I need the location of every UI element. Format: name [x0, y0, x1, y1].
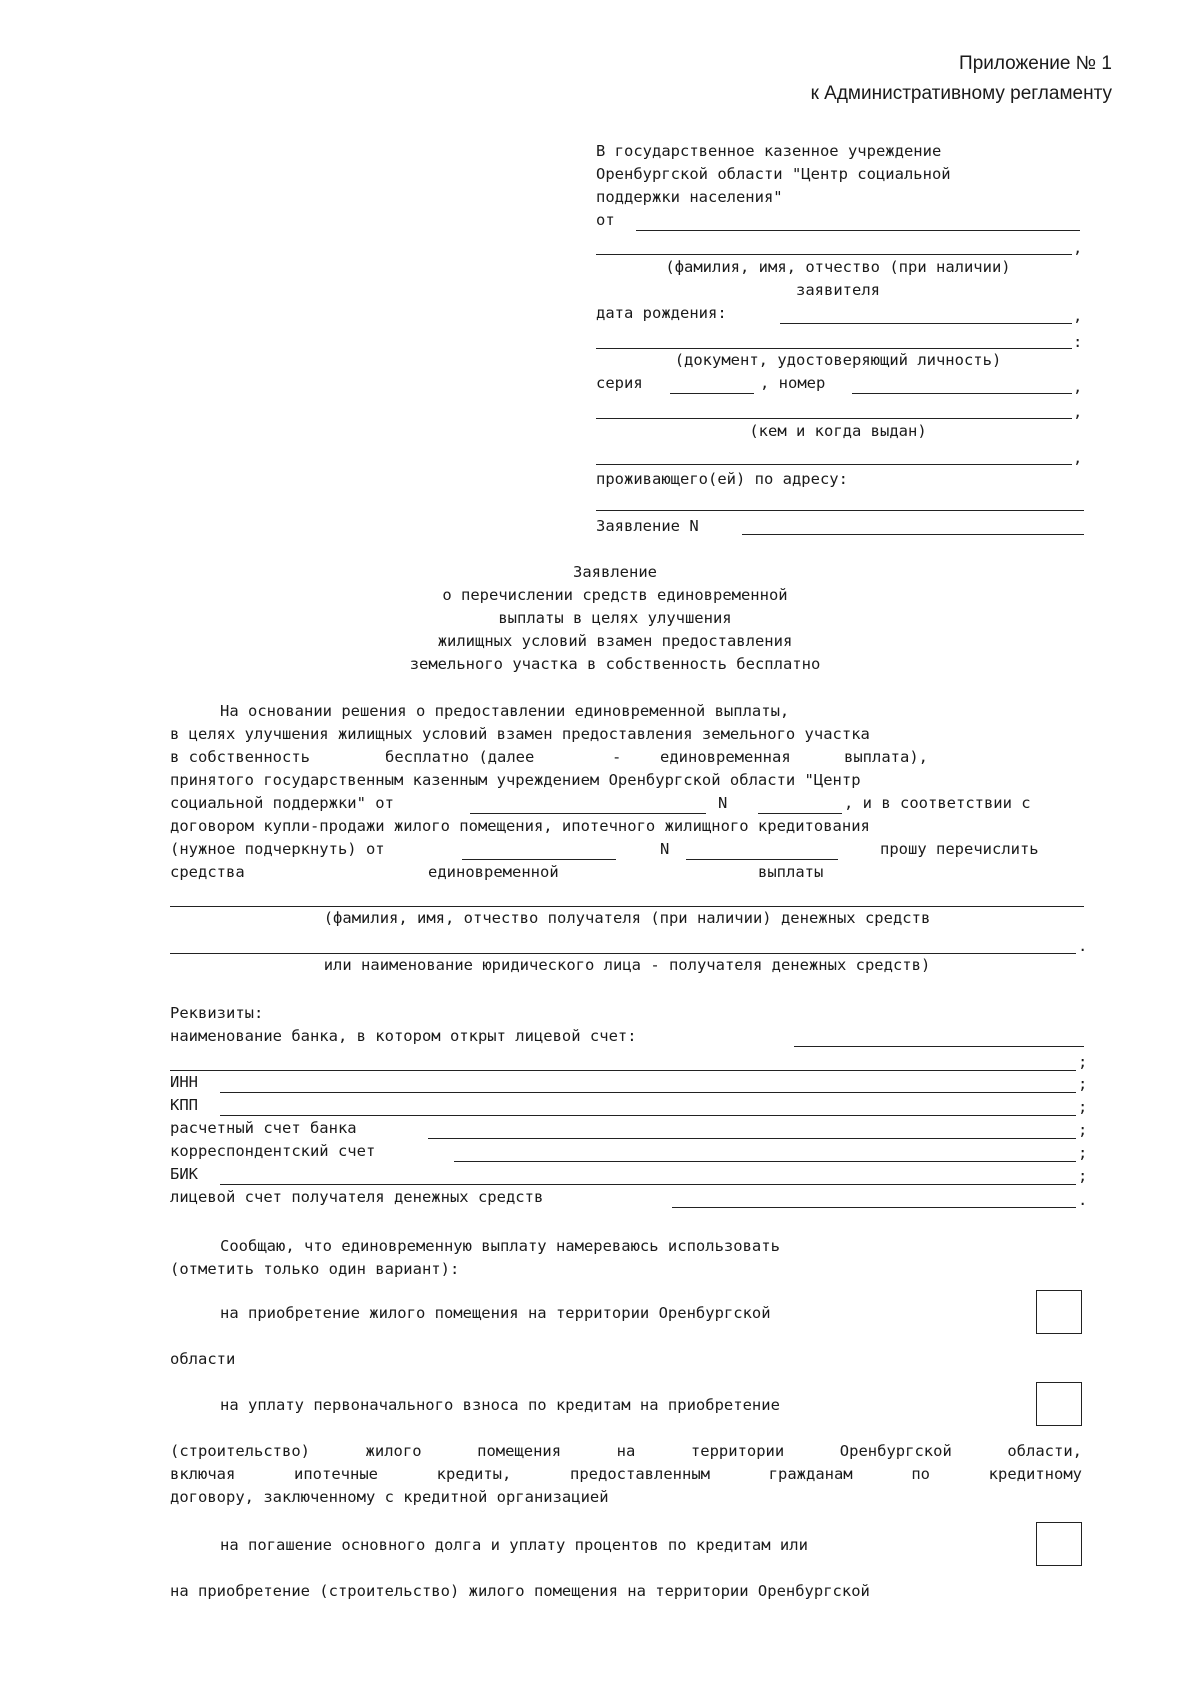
body-line-6: договором купли-продажи жилого помещения, ипотечного жилищного кредитования: [170, 817, 870, 835]
bik-label: БИК: [170, 1165, 198, 1183]
option-1-text: на приобретение жилого помещения на территории Оренбургской: [220, 1304, 771, 1322]
fio-caption-2: заявителя: [796, 281, 880, 299]
body-line-8b: единовременной: [428, 863, 559, 881]
opt2-word: территории: [690, 1442, 785, 1460]
opt2-word: (строительство): [170, 1442, 310, 1460]
body-line-8a: средства: [170, 863, 245, 881]
body-line-7b: N: [660, 840, 670, 858]
doc-title-2: о перечислении средств единовременной: [442, 586, 788, 604]
body-line-5a: социальной поддержки" от: [170, 794, 394, 812]
body-line-8c: выплаты: [758, 863, 824, 881]
settlement-account-field[interactable]: [428, 1138, 1076, 1139]
corr-account-field[interactable]: [454, 1161, 1076, 1162]
usage-intro-2: (отметить только один вариант):: [170, 1260, 460, 1278]
opt2-word: включая: [170, 1465, 236, 1483]
body-line-1: На основании решения о предоставлении единовременной выплаты,: [220, 702, 790, 720]
requisites-title: Реквизиты:: [170, 1004, 264, 1022]
series-label: серия: [596, 374, 643, 392]
doc-title-4: жилищных условий взамен предоставления: [437, 632, 793, 650]
birth-date-label: дата рождения:: [596, 304, 727, 322]
option-1-text-2: области: [170, 1350, 236, 1368]
doc-title-5: земельного участка в собственность бесплатно: [409, 655, 821, 673]
opt2-word: области,: [1007, 1442, 1082, 1460]
corr-account-label: корреспондентский счет: [170, 1142, 376, 1160]
opt2-word: гражданам: [768, 1465, 853, 1483]
body-line-5c: , и в соответствии с: [844, 794, 1031, 812]
recipient-line-3: поддержки населения": [596, 188, 783, 206]
recipient-line-1: В государственное казенное учреждение: [596, 142, 942, 160]
id-document-field[interactable]: [596, 348, 1072, 349]
number-label: , номер: [760, 374, 826, 392]
body-line-2: в целях улучшения жилищных условий взамен предоставления земельного участка: [170, 725, 870, 743]
personal-account-field[interactable]: [672, 1207, 1076, 1208]
option-2-text: на уплату первоначального взноса по кредитам на приобретение: [220, 1396, 780, 1414]
kpp-label: КПП: [170, 1096, 198, 1114]
opt2-word: Оренбургской: [839, 1442, 952, 1460]
usage-intro: Сообщаю, что единовременную выплату намереваюсь использовать: [220, 1237, 780, 1255]
option-3-checkbox[interactable]: [1036, 1522, 1082, 1566]
body-line-3b: бесплатно (далее: [385, 748, 535, 766]
birth-date-field[interactable]: [780, 323, 1072, 324]
bank-name-field[interactable]: [794, 1046, 1084, 1047]
fio-caption: (фамилия, имя, отчество (при наличии): [665, 258, 1011, 276]
body-line-3c: -: [612, 748, 622, 766]
decision-date-field[interactable]: [470, 813, 706, 814]
bik-field[interactable]: [220, 1184, 1076, 1185]
series-field[interactable]: [670, 393, 754, 394]
body-line-4: принятого государственным казенным учреждением Оренбургской области "Центр: [170, 771, 861, 789]
body-line-5b: N: [718, 794, 728, 812]
appendix-number: Приложение № 1: [959, 53, 1112, 74]
option-2-line-3: [170, 1464, 1082, 1484]
appendix-regulation: к Административному регламенту: [810, 83, 1112, 104]
application-number-field[interactable]: [742, 534, 1084, 535]
id-document-caption: (документ, удостоверяющий личность): [674, 351, 1002, 369]
option-2-line-2: [170, 1441, 1082, 1461]
contract-date-field[interactable]: [462, 859, 616, 860]
contract-number-field[interactable]: [686, 859, 838, 860]
opt2-word: ипотечные: [294, 1465, 378, 1483]
recipient-name-caption: (фамилия, имя, отчество получателя (при наличии) денежных средств: [323, 909, 931, 927]
opt2-word: помещения: [477, 1442, 562, 1460]
body-line-3d: единовременная: [660, 748, 791, 766]
opt2-word: предоставленным: [570, 1465, 710, 1483]
from-label: от: [596, 211, 615, 229]
option-2-checkbox[interactable]: [1036, 1382, 1082, 1426]
opt2-word: по: [911, 1465, 930, 1483]
address-label: проживающего(ей) по адресу:: [596, 470, 848, 488]
bank-name-label: наименование банка, в котором открыт лицевой счет:: [170, 1027, 637, 1045]
opt2-word: на: [616, 1442, 636, 1460]
decision-number-field[interactable]: [758, 813, 842, 814]
option-3-text-2: на приобретение (строительство) жилого помещения на территории Оренбургской: [170, 1582, 870, 1600]
option-2-line-4: договору, заключенному с кредитной организацией: [170, 1488, 609, 1506]
opt2-word: кредиты,: [436, 1465, 512, 1483]
from-field-2[interactable]: [596, 254, 1072, 255]
opt2-word: кредитному: [988, 1465, 1082, 1483]
recipient-name-caption-2: или наименование юридического лица - получателя денежных средств): [323, 956, 931, 974]
from-field[interactable]: [636, 230, 1080, 231]
issued-by-field[interactable]: [596, 418, 1072, 419]
inn-label: ИНН: [170, 1073, 198, 1091]
option-3-text: на погашение основного долга и уплату процентов по кредитам или: [220, 1536, 808, 1554]
bank-name-field-2[interactable]: [170, 1070, 1076, 1071]
recipient-name-field-2[interactable]: [170, 953, 1076, 954]
recipient-name-field[interactable]: [170, 906, 1084, 907]
personal-account-label: лицевой счет получателя денежных средств: [170, 1188, 544, 1206]
application-number-label: Заявление N: [596, 517, 699, 535]
doc-title-3: выплаты в целях улучшения: [498, 609, 732, 627]
inn-field[interactable]: [220, 1092, 1076, 1093]
body-line-7a: (нужное подчеркнуть) от: [170, 840, 385, 858]
issued-by-caption: (кем и когда выдан): [749, 422, 927, 440]
body-line-7c: прошу перечислить: [880, 840, 1039, 858]
issued-by-field-2[interactable]: [596, 464, 1072, 465]
settlement-account-label: расчетный счет банка: [170, 1119, 357, 1137]
body-line-3e: выплата),: [844, 748, 928, 766]
body-line-3a: в собственность: [170, 748, 310, 766]
address-field[interactable]: [596, 510, 1084, 511]
option-1-checkbox[interactable]: [1036, 1290, 1082, 1334]
kpp-field[interactable]: [220, 1115, 1076, 1116]
doc-title: Заявление: [573, 563, 657, 581]
number-field[interactable]: [852, 393, 1072, 394]
opt2-word: жилого: [365, 1442, 422, 1460]
recipient-line-2: Оренбургской области "Центр социальной: [596, 165, 951, 183]
